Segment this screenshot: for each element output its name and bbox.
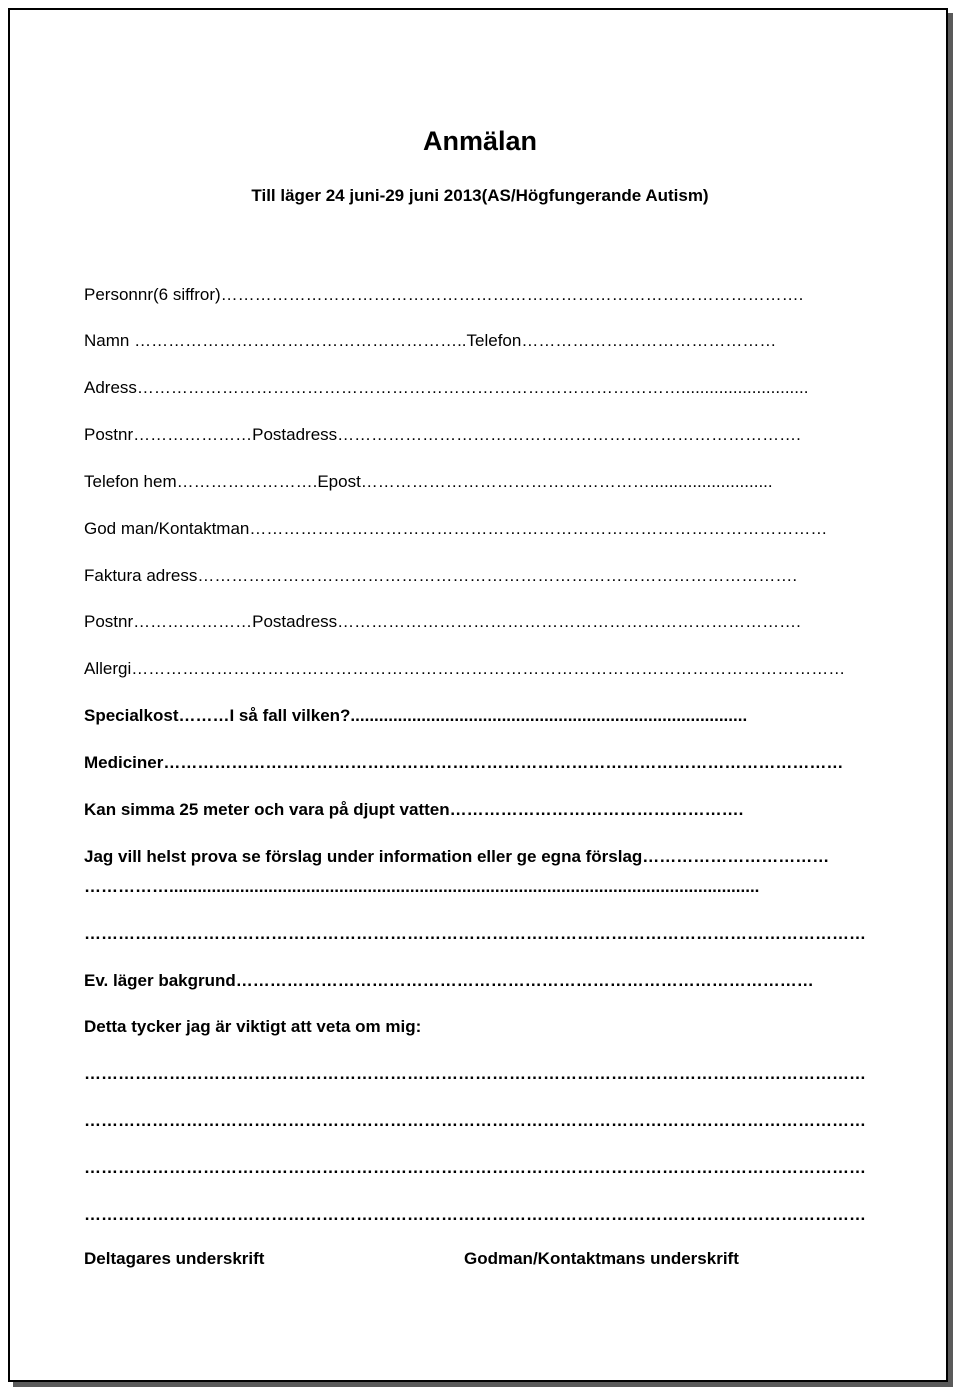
- field-lager-bakgrund[interactable]: Ev. läger bakgrund…………………………………………………………………………………………: [84, 971, 814, 990]
- viktigt-line-2[interactable]: …………………………………………………………………………………………………………………………: [84, 1111, 866, 1130]
- field-kan-simma[interactable]: Kan simma 25 meter och vara på djupt vatten…………………………………………….: [84, 800, 744, 819]
- field-faktura-postnr-postadress[interactable]: Postnr…………………Postadress……………………………………………………………………….: [84, 612, 801, 631]
- field-allergi[interactable]: Allergi………………………………………………………………………………………………………………: [84, 659, 846, 678]
- viktigt-line-3[interactable]: …………………………………………………………………………………………………………………………: [84, 1158, 866, 1177]
- viktigt-line-4[interactable]: …………………………………………………………………………………………………………………………: [84, 1205, 866, 1224]
- field-postnr-postadress[interactable]: Postnr…………………Postadress……………………………………………………………………….: [84, 425, 801, 444]
- field-personnr[interactable]: Personnr(6 siffror)………………………………………………………………………………………….: [84, 285, 804, 304]
- participant-signature: Deltagares underskrift: [84, 1249, 265, 1268]
- field-forslag-line-2[interactable]: …………….............................................................................................................................: [84, 877, 760, 896]
- viktigt-line-1[interactable]: …………………………………………………………………………………………………………………………: [84, 1064, 866, 1083]
- field-godman-kontaktman[interactable]: God man/Kontaktman…………………………………………………………………………………………: [84, 519, 828, 538]
- field-faktura-adress[interactable]: Faktura adress…………………………………………………………………………………………….: [84, 566, 798, 585]
- field-telefon-hem-epost[interactable]: Telefon hem…………………….Epost……………………………………………..........................: [84, 472, 773, 491]
- field-adress[interactable]: Adress……………………………………………………………………………………...........................: [84, 378, 809, 397]
- guardian-signature: Godman/Kontaktmans underskrift: [464, 1249, 739, 1268]
- field-mediciner[interactable]: Mediciner…………………………………………………………………………………………………………: [84, 753, 844, 772]
- field-forslag-line-3[interactable]: …………………………………………………………………………………………………………………………: [84, 924, 866, 943]
- form-title: Anmälan: [422, 126, 538, 156]
- viktigt-att-veta-label: Detta tycker jag är viktigt att veta om mig:: [84, 1017, 422, 1036]
- form-subtitle: Till läger 24 juni-29 juni 2013(AS/Högfungerande Autism): [251, 186, 709, 205]
- field-forslag[interactable]: Jag vill helst prova se förslag under information eller ge egna förslag……………………………: [84, 847, 830, 866]
- field-specialkost[interactable]: Specialkost………I så fall vilken?....................................................................................: [84, 706, 748, 725]
- field-namn-telefon[interactable]: Namn …………………………………………………..Telefon………………………………………: [84, 331, 777, 350]
